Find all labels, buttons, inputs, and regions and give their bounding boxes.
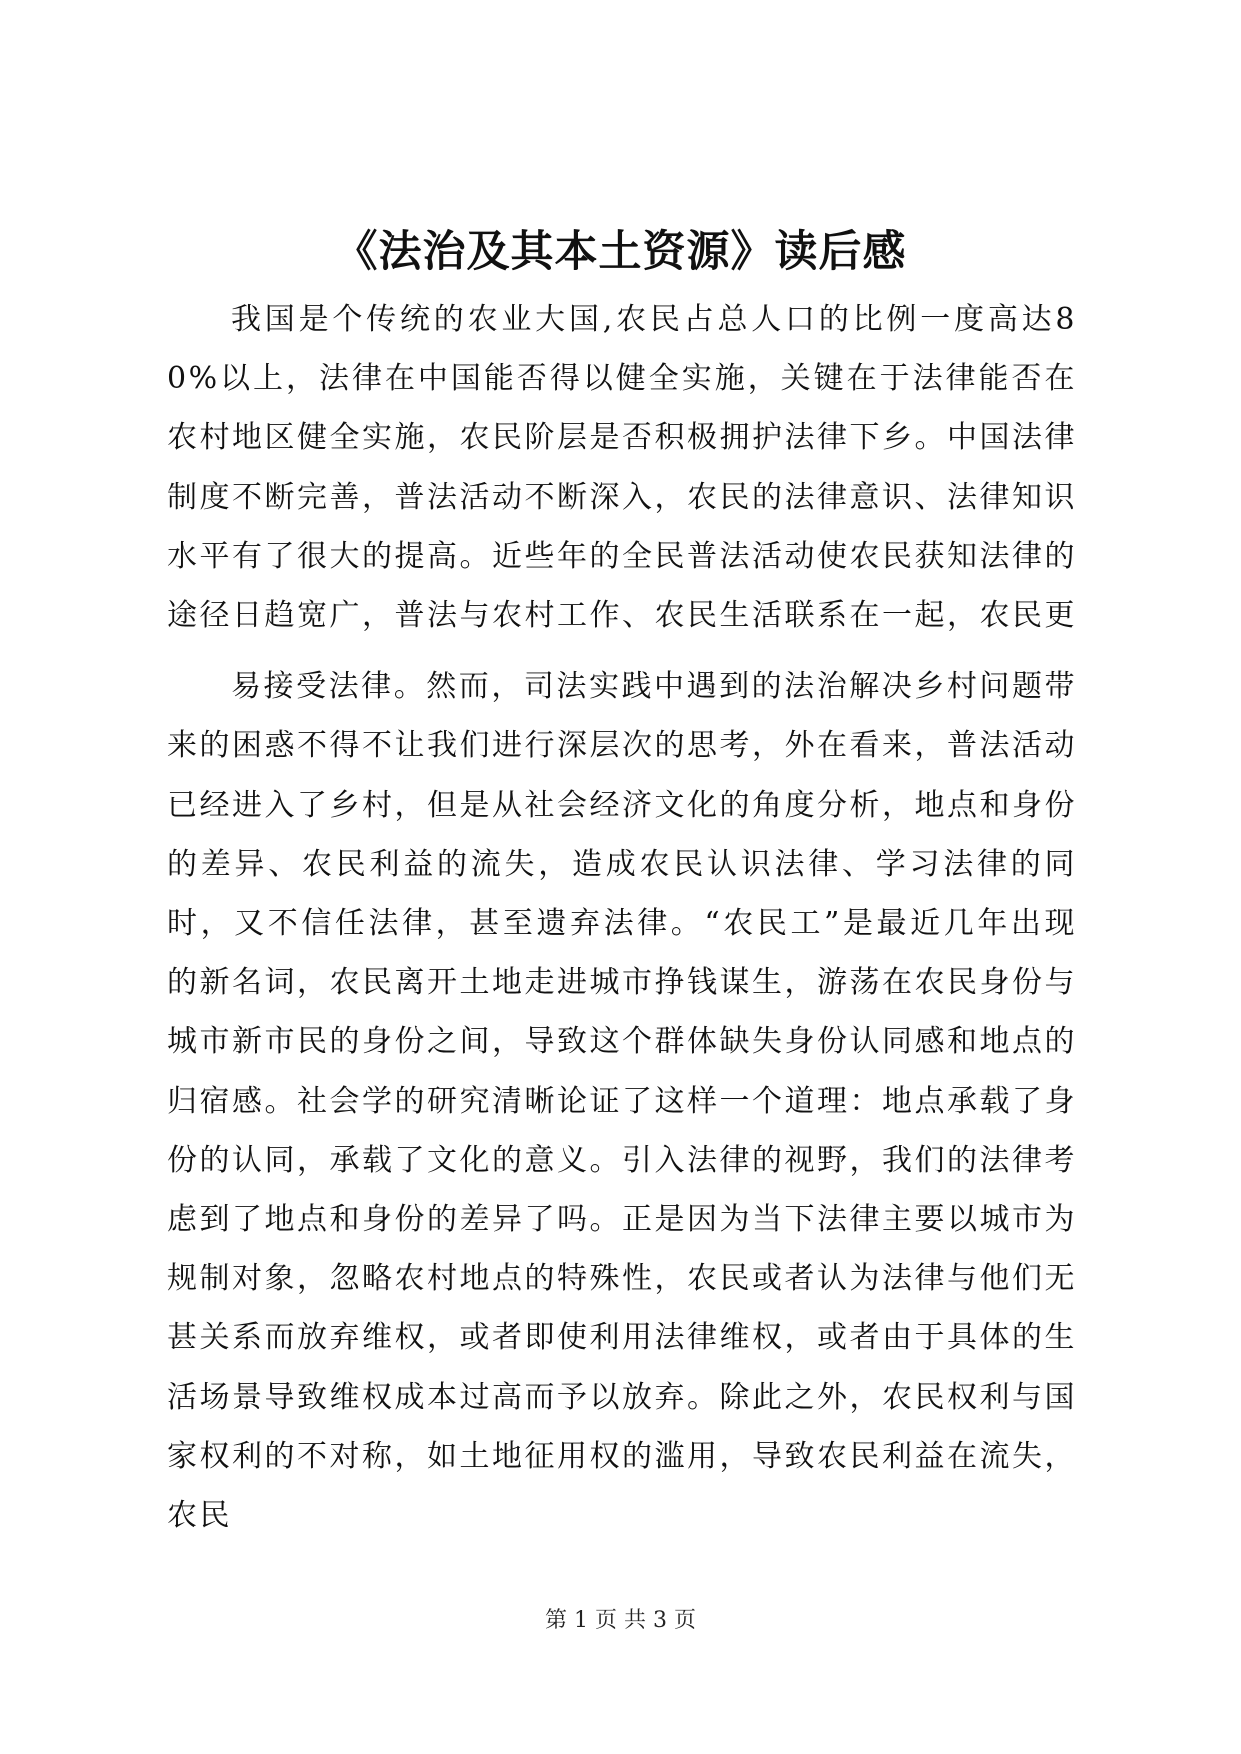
paragraph-1: 我国是个传统的农业大国,农民占总人口的比例一度高达80%以上，法律在中国能否得以健全实施，关键在于法律能否在农村地区健全实施，农民阶层是否积极拥护法律下乡。中国法律制度不断完善，普法活动不断深入，农民的法律意识、法律知识水平有了很大的提高。近些年的全民普法活动使农民获知法律的途径日趋宽广，普法与农村工作、农民生活联系在一起，农民更	[167, 302, 1077, 634]
paragraph-2: 易接受法律。然而，司法实践中遇到的法治解决乡村问题带来的困惑不得不让我们进行深层次的思考，外在看来，普法活动已经进入了乡村，但是从社会经济文化的角度分析，地点和身份的差异、农民利益的流失，造成农民认识法律、学习法律的同时，又不信任法律，甚至遗弃法律。“农民工”是最近几年出现的新名词，农民离开土地走进城市挣钱谋生，游荡在农民身份与城市新市民的身份之间，导致这个群体缺失身份认同感和地点的归宿感。社会学的研究清晰论证了这样一个道理：地点承载了身份的认同，承载了文化的意义。引入法律的视野，我们的法律考虑到了地点和身份的差异了吗。正是因为当下法律主要以城市为规制对象，忽略农村地点的特殊性，农民或者认为法律与他们无甚关系而放弃维权，或者即使利用法律维权，或者由于具体的生活场景导致维权成本过高而予以放弃。除此之外，农民权利与国家权利的不对称，如土地征用权的滥用，导致农民利益在流失，农民	[167, 669, 1077, 1534]
document-title: 《法治及其本土资源》读后感	[334, 227, 907, 277]
document-body	[167, 290, 1077, 1545]
page-number-footer: 第 1 页 共 3 页	[545, 1608, 696, 1633]
